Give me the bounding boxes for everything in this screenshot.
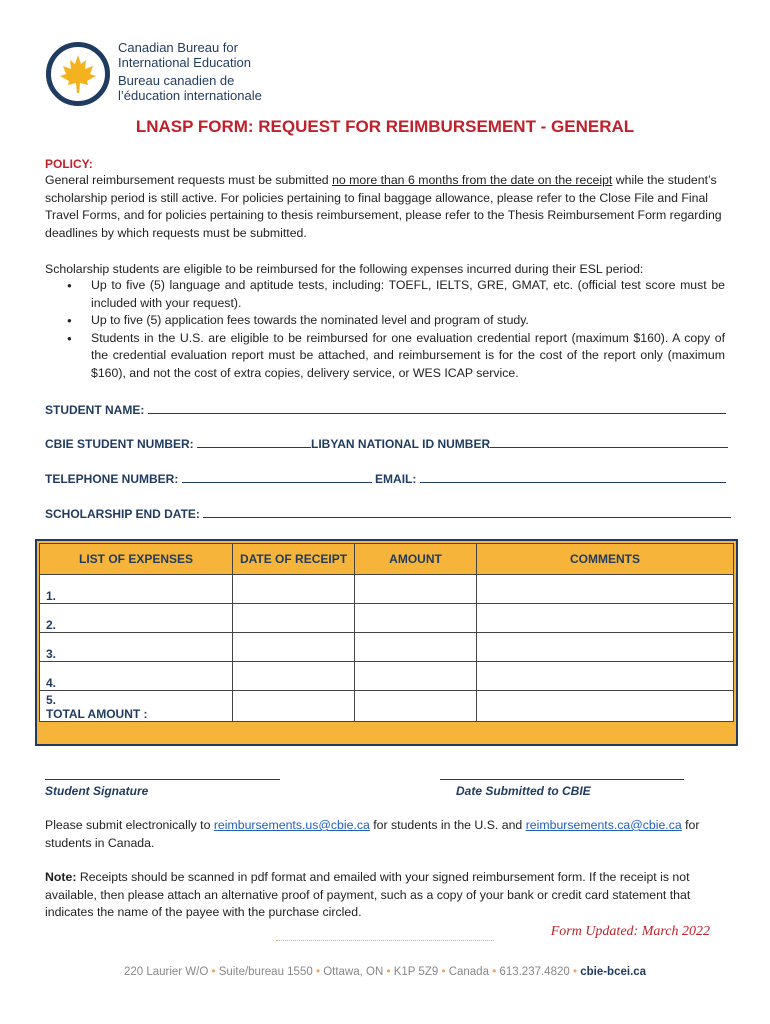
student-name-label: STUDENT NAME: xyxy=(45,403,145,417)
telephone-input[interactable] xyxy=(182,471,372,483)
column-header: COMMENTS xyxy=(477,544,734,575)
separator-dot-icon: • xyxy=(386,966,391,978)
comments-cell[interactable] xyxy=(477,633,734,662)
footer-phone: 613.237.4820 xyxy=(499,966,570,978)
policy-deadline: no more than 6 months from the date on the receipt xyxy=(332,173,613,187)
note-label: Note: xyxy=(45,870,77,884)
comments-cell[interactable] xyxy=(477,575,734,604)
table-header-row xyxy=(40,544,734,575)
scholarship-end-label: SCHOLARSHIP END DATE: xyxy=(45,507,200,521)
amount-cell[interactable] xyxy=(355,575,477,604)
footer-city: Ottawa, ON xyxy=(323,966,384,978)
submit-text: for students in the U.S. and xyxy=(369,818,526,832)
org-line: International Education xyxy=(118,55,251,70)
libyan-id-input[interactable] xyxy=(490,436,728,448)
submit-text: for students in Canada. xyxy=(45,818,700,850)
column-header: DATE OF RECEIPT xyxy=(233,544,355,575)
telephone-label: TELEPHONE NUMBER: xyxy=(45,472,179,486)
date-submitted-label: Date Submitted to CBIE xyxy=(456,784,591,798)
footer xyxy=(0,966,770,978)
date-cell[interactable] xyxy=(233,633,355,662)
student-signature-label: Student Signature xyxy=(45,784,149,798)
org-line: Canadian Bureau for xyxy=(118,40,238,55)
column-header: AMOUNT xyxy=(355,544,477,575)
submit-text: Please submit electronically to xyxy=(45,818,214,832)
amount-cell[interactable] xyxy=(355,604,477,633)
form-updated-date: Form Updated: March 2022 xyxy=(550,924,710,939)
amount-cell[interactable] xyxy=(355,633,477,662)
cbie-number-label: CBIE STUDENT NUMBER: xyxy=(45,437,194,451)
list-item: ● Students in the U.S. are eligible to be reimbursed for one evaluation credential report (maximum $160). A copy of the credential evaluation report must be attached, and reimbursement is for the cost of the report only (maximum $160), and not the cost of extra copies, delivery service, or WES ICAP service. xyxy=(45,330,725,383)
policy-paragraph xyxy=(45,172,725,242)
note-paragraph xyxy=(45,869,729,922)
footer-suite: Suite/bureau 1550 xyxy=(218,966,313,978)
comments-cell[interactable] xyxy=(477,604,734,633)
scholarship-end-field[interactable] xyxy=(45,506,727,521)
eligibility-intro: Scholarship students are eligible to be reimbursed for the following expenses incurred during their ESL period: xyxy=(45,262,644,276)
amount-cell[interactable] xyxy=(355,662,477,691)
table-row[interactable] xyxy=(40,691,734,722)
email-us-link[interactable]: reimbursements.us@cbie.ca xyxy=(213,818,370,832)
list-item: ● Up to five (5) application fees towards the nominated level and program of study. xyxy=(45,312,725,330)
separator-dot-icon: • xyxy=(441,966,446,978)
student-name-field[interactable] xyxy=(45,402,727,417)
separator-dot-icon: • xyxy=(572,966,578,978)
date-submitted-line[interactable] xyxy=(440,779,684,780)
eligibility-list xyxy=(45,277,725,382)
separator-dot-icon: • xyxy=(315,966,320,978)
org-line: Bureau canadien de xyxy=(118,73,235,88)
row-number: 5. xyxy=(46,693,57,707)
footer-postal: K1P 5Z9 xyxy=(393,966,439,978)
list-item: ● Up to five (5) language and aptitude tests, including: TOEFL, IELTS, GRE, GMAT, etc. (official test score must be included with your request). xyxy=(45,277,725,312)
expense-cell[interactable] xyxy=(40,691,233,722)
org-line: l’éducation internationale xyxy=(118,88,262,103)
organization-name xyxy=(118,40,262,103)
form-title: LNASP FORM: REQUEST FOR REIMBURSEMENT - GENERAL xyxy=(135,117,635,136)
table-row[interactable] xyxy=(40,575,734,604)
submit-instructions xyxy=(45,817,735,852)
footer-address: 220 Laurier W/O xyxy=(123,966,209,978)
comments-cell[interactable] xyxy=(477,691,734,722)
expenses-table xyxy=(39,543,734,722)
divider xyxy=(276,940,494,941)
cbie-number-input[interactable] xyxy=(197,436,311,448)
footer-brand: cbie-bcei.ca xyxy=(580,966,647,978)
date-cell[interactable] xyxy=(233,691,355,722)
date-cell[interactable] xyxy=(233,575,355,604)
expense-cell[interactable]: 3. xyxy=(40,633,233,662)
cbie-number-field[interactable] xyxy=(45,436,727,451)
table-row[interactable] xyxy=(40,633,734,662)
email-label: EMAIL: xyxy=(375,472,417,486)
policy-text: General reimbursement requests must be submitted xyxy=(45,173,333,187)
student-signature-line[interactable] xyxy=(45,779,280,780)
total-amount-label: TOTAL AMOUNT : xyxy=(46,707,148,721)
amount-cell[interactable] xyxy=(355,691,477,722)
date-cell[interactable] xyxy=(233,604,355,633)
email-ca-link[interactable]: reimbursements.ca@cbie.ca xyxy=(525,818,682,832)
expense-cell[interactable]: 1. xyxy=(40,575,233,604)
telephone-field[interactable] xyxy=(45,471,727,486)
libyan-id-label: LIBYAN NATIONAL ID NUMBER xyxy=(311,437,491,451)
expense-cell[interactable]: 4. xyxy=(40,662,233,691)
footer-country: Canada xyxy=(448,966,489,978)
table-row[interactable] xyxy=(40,604,734,633)
table-row[interactable] xyxy=(40,662,734,691)
separator-dot-icon: • xyxy=(211,966,216,978)
note-text: Receipts should be scanned in pdf format and emailed with your signed reimbursement form. If the receipt is not available, then please attach an alternative proof of payment, such as a copy of your bank or credit card statement that indicates the name of the payee with the purchase circled. xyxy=(45,870,691,919)
cbie-logo xyxy=(46,42,110,106)
separator-dot-icon: • xyxy=(492,966,497,978)
student-name-input[interactable] xyxy=(148,402,726,414)
date-cell[interactable] xyxy=(233,662,355,691)
scholarship-end-input[interactable] xyxy=(203,506,731,518)
column-header: LIST OF EXPENSES xyxy=(40,544,233,575)
expense-cell[interactable]: 2. xyxy=(40,604,233,633)
policy-text: while the student’s scholarship period is still active. For policies pertaining to final baggage allowance, please refer to the Close File and Final Travel Forms, and for policies pertaining to thesis reimbursement, please refer to the Thesis Reimbursement Form regarding deadlines by which requests must be submitted. xyxy=(45,173,722,240)
maple-leaf-icon xyxy=(51,47,105,101)
email-input[interactable] xyxy=(420,471,726,483)
comments-cell[interactable] xyxy=(477,662,734,691)
policy-label: POLICY: xyxy=(45,157,93,171)
